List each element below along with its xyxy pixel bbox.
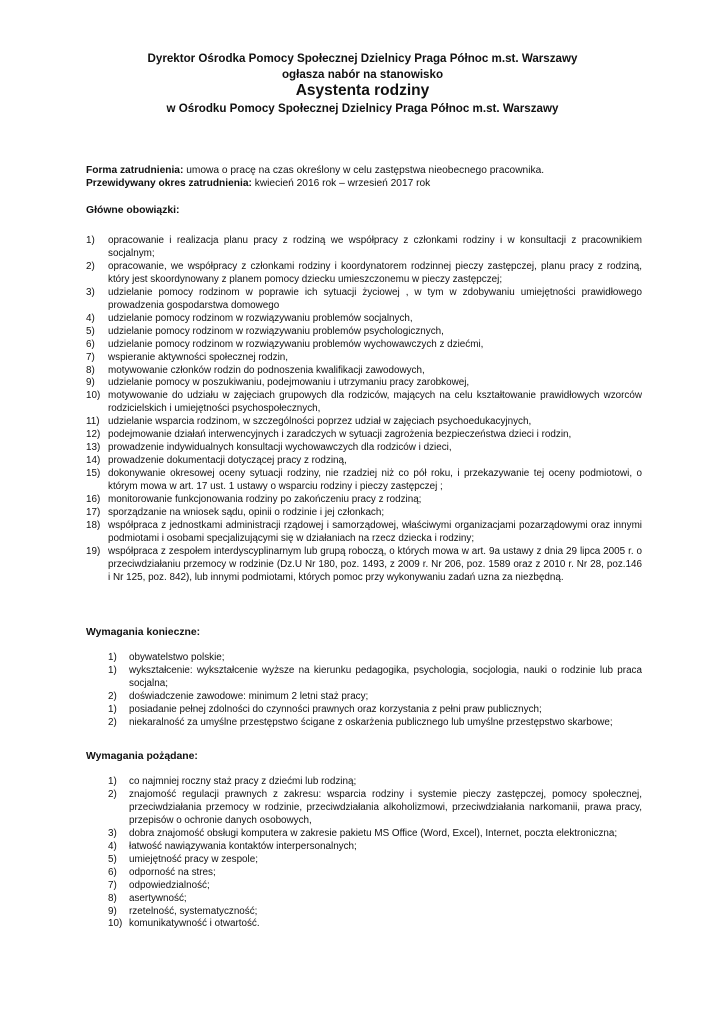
employment-period xyxy=(86,177,642,190)
list-item: 12) podejmowanie działań interwencyjnych i zaradczych w sytuacji zagrożenia bezpieczeństwa dzieci i rodzin, xyxy=(86,429,572,441)
list-item: 3) dobra znajomość obsługi komputera w zakresie pakietu MS Office (Word, Excel), Internet, poczta elektroniczna; xyxy=(108,827,618,839)
duties-title: Główne obowiązki: xyxy=(86,205,180,216)
list-item: 9) udzielanie pomocy w poszukiwaniu, podejmowaniu i utrzymaniu pracy zarobkowej, xyxy=(86,377,470,389)
list-item: 16) monitorowanie funkcjonowania rodziny po zakończeniu pracy z rodziną; xyxy=(86,494,422,506)
list-item: 10) motywowanie do udziału w zajęciach grupowych dla rodziców, mających na celu kształtowanie prawidłowych wzorców rodzicielskich i umiejętności psychospołecznych, xyxy=(86,390,642,415)
required-list xyxy=(108,652,642,730)
list-item: 8) motywowanie członków rodzin do podnoszenia kwalifikacji zawodowych, xyxy=(86,364,425,376)
list-item: 1) co najmniej roczny staż pracy z dziećmi lub rodziną; xyxy=(108,776,357,787)
list-item: 2) niekaralność za umyślne przestępstwo ścigane z oskarżenia publicznego lub umyślne przestępstwo skarbowe; xyxy=(108,716,613,728)
list-item: 1) posiadanie pełnej zdolności do czynności prawnych oraz korzystania z pełni praw publicznych; xyxy=(108,703,542,715)
list-item: 4) łatwość nawiązywania kontaktów interpersonalnych; xyxy=(108,840,357,852)
list-item: 11) udzielanie wsparcia rodzinom, w szczególności poprzez udział w zajęciach psychoedukacyjnych, xyxy=(86,416,532,428)
list-item: 2) doświadczenie zawodowe: minimum 2 letni staż pracy; xyxy=(108,690,369,702)
header-line-1: Dyrektor Ośrodka Pomocy Społecznej Dzielnicy Praga Północ m.st. Warszawy xyxy=(147,52,578,65)
list-item: 2) znajomość regulacji prawnych z zakresu: wsparcia rodziny i systemie pieczy zastępczej, pomocy społecznej, przeciwdziałania przemocy w rodzinie, przeciwdziałania alkoholizmowi, przeciwdziałania narkomanii, prawa pracy, przepisów o ochronie danych osobowych, xyxy=(108,788,642,826)
list-item: 5) udzielanie pomocy rodzinom w rozwiązywaniu problemów psychologicznych, xyxy=(86,325,444,337)
employment-period-label: Przewidywany okres zatrudnienia: xyxy=(86,178,252,189)
employment-form-label: Forma zatrudnienia: xyxy=(86,165,184,176)
list-item: 9) rzetelność, systematyczność; xyxy=(108,905,258,917)
desired-list xyxy=(108,776,642,931)
header-line-2: ogłasza nabór na stanowisko xyxy=(281,68,444,81)
list-item: 7) odpowiedzialność; xyxy=(108,879,210,891)
list-item: 2) opracowanie, we współpracy z członkami rodziny i koordynatorem rodzinnej pieczy zastępczej, planu pracy z rodziną, który jest skoordynowany z planem pomocy dziecku umieszczonemu w pieczy zastępczej; xyxy=(86,260,642,285)
list-item: 1) obywatelstwo polskie; xyxy=(108,652,225,663)
list-item: 8) asertywność; xyxy=(108,892,187,904)
list-item: 19) współpraca z zespołem interdyscyplinarnym lub grupą roboczą, o których mowa w art. 9a ustawy z dnia 29 lipca 2005 r. o przeciwdziałaniu przemocy w rodzinie (Dz.U Nr 180, poz. 1493, z 2009 r. Nr 206, poz. 1589 oraz z 2010 r. Nr 28, poz.146 i Nr 125, poz. 842), lub innymi podmiotami, których pomoc przy wykonywaniu zadań uzna za niezbędną. xyxy=(86,545,642,583)
page-title: Asystenta rodziny xyxy=(295,82,430,99)
list-item: 4) udzielanie pomocy rodzinom w rozwiązywaniu problemów socjalnych, xyxy=(86,312,413,324)
employment-form xyxy=(86,164,642,177)
header-line-4: w Ośrodku Pomocy Społecznej Dzielnicy Praga Północ m.st. Warszawy xyxy=(166,102,559,115)
list-item: 6) udzielanie pomocy rodzinom w rozwiązywaniu problemów wychowawczych z dziećmi, xyxy=(86,338,484,350)
list-item: 3) udzielanie pomocy rodzinom w poprawie ich sytuacji życiowej , w tym w zdobywaniu umiejętności prawidłowego prowadzenia gospodarstwa domowego xyxy=(86,286,642,311)
list-item: 14) prowadzenie dokumentacji dotyczącej pracy z rodziną, xyxy=(86,455,347,467)
employment-form-value: umowa o pracę na czas określony w celu zastępstwa nieobecnego pracownika. xyxy=(183,165,545,176)
list-item: 6) odporność na stres; xyxy=(108,866,216,878)
list-item: 7) wspieranie aktywności społecznej rodzin, xyxy=(86,351,289,363)
list-item: 10) komunikatywność i otwartość. xyxy=(108,918,260,930)
employment-period-value: kwiecień 2016 rok – wrzesień 2017 rok xyxy=(251,178,431,189)
list-item: 15) dokonywanie okresowej oceny sytuacji rodziny, nie rzadziej niż co pół roku, i przekazywanie tej oceny podmiotowi, o którym mowa w art. 17 ust. 1 ustawy o wsparciu rodziny i pieczy zastępczej ; xyxy=(86,468,642,493)
list-item: 17) sporządzanie na wniosek sądu, opinii o rodzinie i jej członkach; xyxy=(86,507,385,519)
required-title: Wymagania konieczne: xyxy=(86,627,201,638)
list-item: 1) wykształcenie: wykształcenie wyższe na kierunku pedagogika, psychologia, socjologia, nauki o rodzinie lub praca socjalna; xyxy=(108,664,642,689)
duties-list xyxy=(86,235,642,585)
list-item: 18) współpraca z jednostkami administracji rządowej i samorządowej, właściwymi organizacjami pozarządowymi oraz innymi podmiotami i osobami specjalizującymi się w działaniach na rzecz dziecka i rodziny; xyxy=(86,519,642,544)
list-item: 1) opracowanie i realizacja planu pracy z rodziną we współpracy z członkami rodziny i w konsultacji z pracownikiem socjalnym; xyxy=(86,235,642,259)
list-item: 13) prowadzenie indywidualnych konsultacji wychowawczych dla rodziców i dzieci, xyxy=(86,442,452,454)
list-item: 5) umiejętność pracy w zespole; xyxy=(108,853,258,865)
desired-title: Wymagania pożądane: xyxy=(86,751,198,762)
